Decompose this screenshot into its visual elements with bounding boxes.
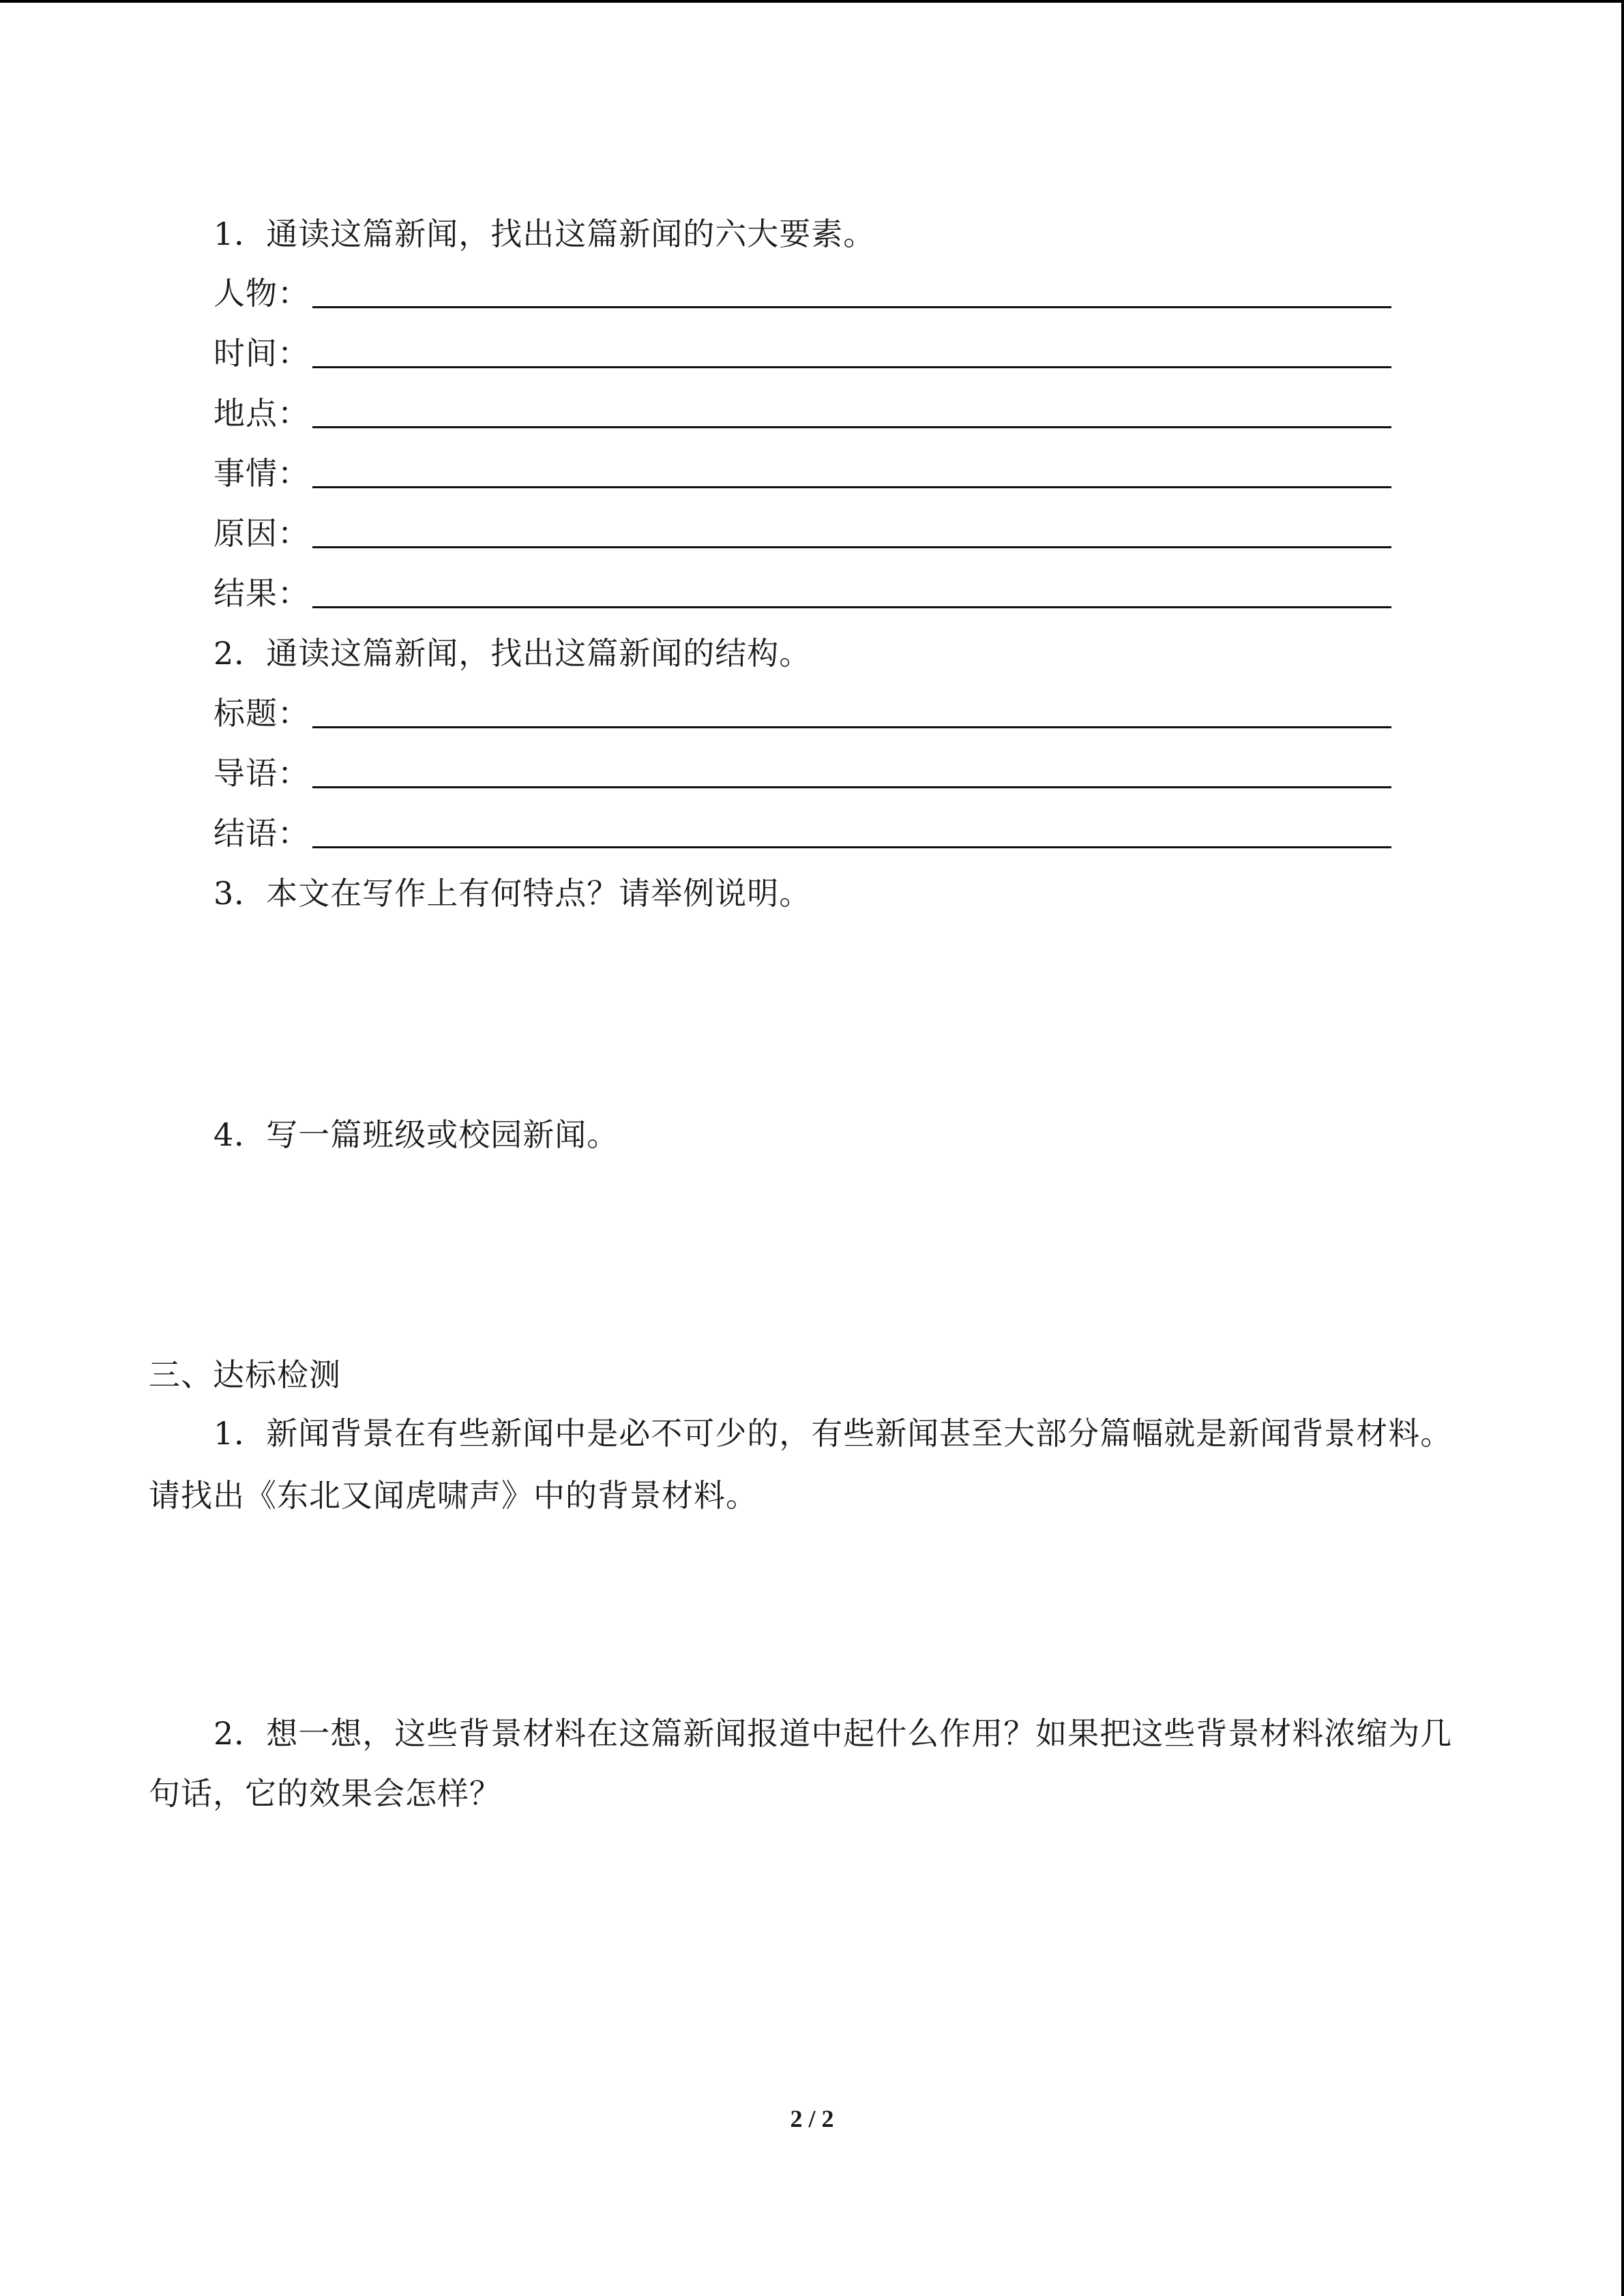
s3-item1-line1: 1．新闻背景在有些新闻中是必不可少的，有些新闻甚至大部分篇幅就是新闻背景材料。 (213, 1415, 1453, 1452)
s3-item2-line1: 2．想一想，这些背景材料在这篇新闻报道中起什么作用？如果把这些背景材料浓缩为几 (213, 1715, 1453, 1752)
field-label-time: 时间： (213, 335, 310, 372)
answer-line-event[interactable] (312, 486, 1391, 488)
answer-line-place[interactable] (312, 426, 1391, 428)
q2-heading: 2．通读这篇新闻，找出这篇新闻的结构。 (213, 635, 812, 672)
q4-heading: 4．写一篇班级或校园新闻。 (213, 1116, 619, 1153)
page-right-border (1621, 0, 1624, 2296)
answer-line-cause[interactable] (312, 546, 1391, 548)
page-top-border (0, 0, 1624, 3)
answer-line-time[interactable] (312, 366, 1391, 368)
answer-line-title[interactable] (312, 726, 1391, 728)
field-label-lead: 导语： (213, 755, 310, 792)
field-label-cause: 原因： (213, 515, 310, 552)
field-label-person: 人物： (213, 275, 310, 312)
q3-heading: 3．本文在写作上有何特点？请举例说明。 (213, 875, 812, 912)
field-label-conclusion: 结语： (213, 815, 310, 852)
answer-line-conclusion[interactable] (312, 846, 1391, 848)
field-label-event: 事情： (213, 455, 310, 492)
page-number: 2 / 2 (790, 2105, 834, 2132)
field-label-place: 地点： (213, 395, 310, 432)
answer-line-lead[interactable] (312, 786, 1391, 788)
s3-item2-line2: 句话，它的效果会怎样？ (149, 1775, 501, 1812)
field-label-result: 结果： (213, 575, 310, 612)
answer-line-person[interactable] (312, 306, 1391, 308)
q1-heading: 1．通读这篇新闻，找出这篇新闻的六大要素。 (213, 215, 876, 252)
answer-line-result[interactable] (312, 606, 1391, 608)
field-label-title: 标题： (213, 695, 310, 732)
s3-item1-line2: 请找出《东北又闻虎啸声》中的背景材料。 (149, 1477, 758, 1514)
section-title: 三、达标检测 (149, 1356, 341, 1393)
